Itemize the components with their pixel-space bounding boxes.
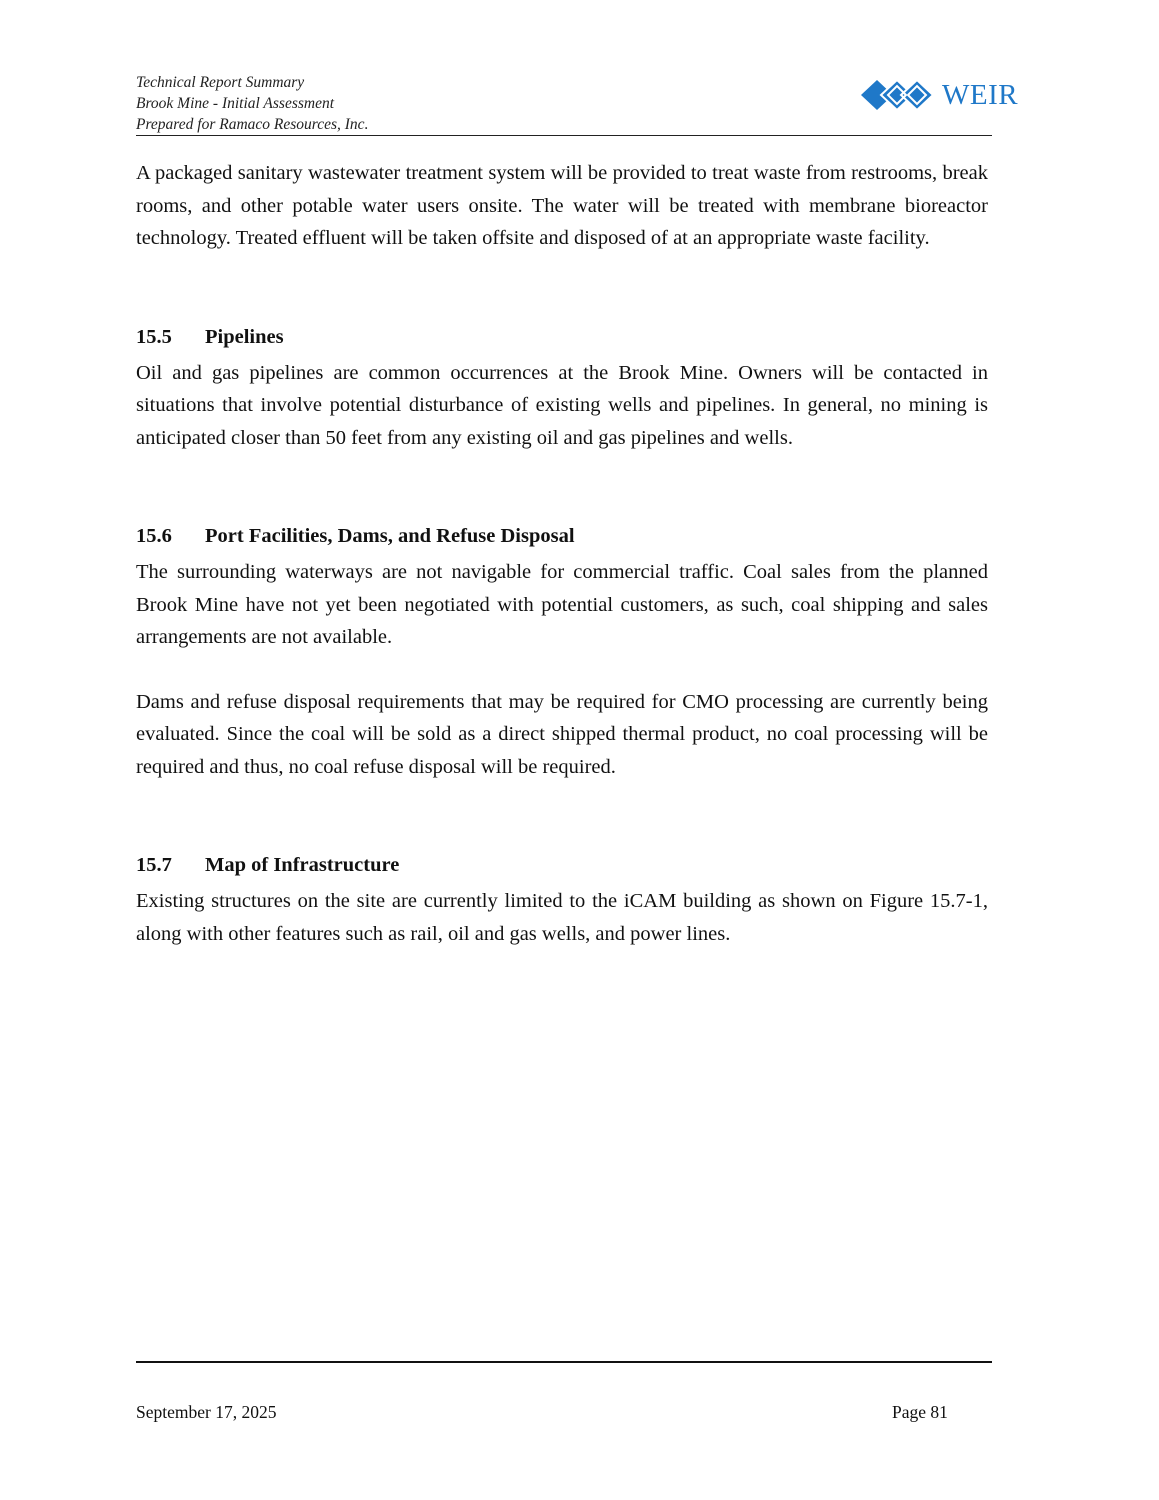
- header-report-type: Technical Report Summary: [136, 74, 305, 91]
- page-body: [136, 157, 988, 950]
- header-divider: [136, 135, 992, 136]
- header-text: [136, 72, 368, 135]
- header-report-title: Brook Mine - Initial Assessment: [136, 95, 335, 112]
- section-title: Port Facilities, Dams, and Refuse Disposal: [205, 525, 575, 547]
- section-title: Pipelines: [205, 325, 284, 348]
- section-paragraph: Oil and gas pipelines are common occurrences at the Brook Mine. Owners will be contacted in situations that involve potential disturbance of existing wells and pipelines. In general, no mining is anticipated closer than 50 feet from any existing oil and gas pipelines and wells.: [136, 361, 988, 449]
- section-heading: [136, 522, 988, 550]
- weir-logo: [860, 78, 1025, 112]
- section-number: 15.6: [136, 525, 172, 547]
- section-paragraph: Existing structures on the site are currently limited to the iCAM building as shown on Figure 15.7-1, along with other features such as rail, oil and gas wells, and power lines.: [136, 890, 988, 945]
- section-title: Map of Infrastructure: [205, 854, 400, 876]
- footer-date: September 17, 2025: [136, 1402, 277, 1422]
- footer-divider: [136, 1361, 992, 1363]
- page-number: Page 81: [892, 1402, 948, 1422]
- section-paragraph: The surrounding waterways are not navigable for commercial traffic. Coal sales from the planned Brook Mine have not yet been negotiated with potential customers, as such, coal shipping and sales arrangements are not available.: [136, 561, 988, 648]
- header-prepared-for: Prepared for Ramaco Resources, Inc.: [136, 116, 369, 133]
- section-map-infrastructure: [136, 851, 988, 950]
- section-heading: [136, 851, 988, 879]
- intro-paragraph: A packaged sanitary wastewater treatment system will be provided to treat waste from restrooms, break rooms, and other potable water users onsite. The water will be treated with membrane bioreactor technology. Treated effluent will be taken offsite and disposed of at an appropriate waste facility.: [136, 162, 988, 249]
- section-pipelines: [136, 323, 988, 455]
- weir-diamond-icon: [860, 78, 944, 112]
- logo-text: WEIR: [942, 79, 1019, 111]
- section-heading: [136, 323, 988, 351]
- section-number: 15.5: [136, 325, 172, 348]
- section-paragraph: Dams and refuse disposal requirements that may be required for CMO processing are currently being evaluated. Since the coal will be sold as a direct shipped thermal product, no coal processing will be required and thus, no coal refuse disposal will be required.: [136, 690, 988, 778]
- section-number: 15.7: [136, 854, 172, 876]
- section-port-facilities: [136, 522, 988, 783]
